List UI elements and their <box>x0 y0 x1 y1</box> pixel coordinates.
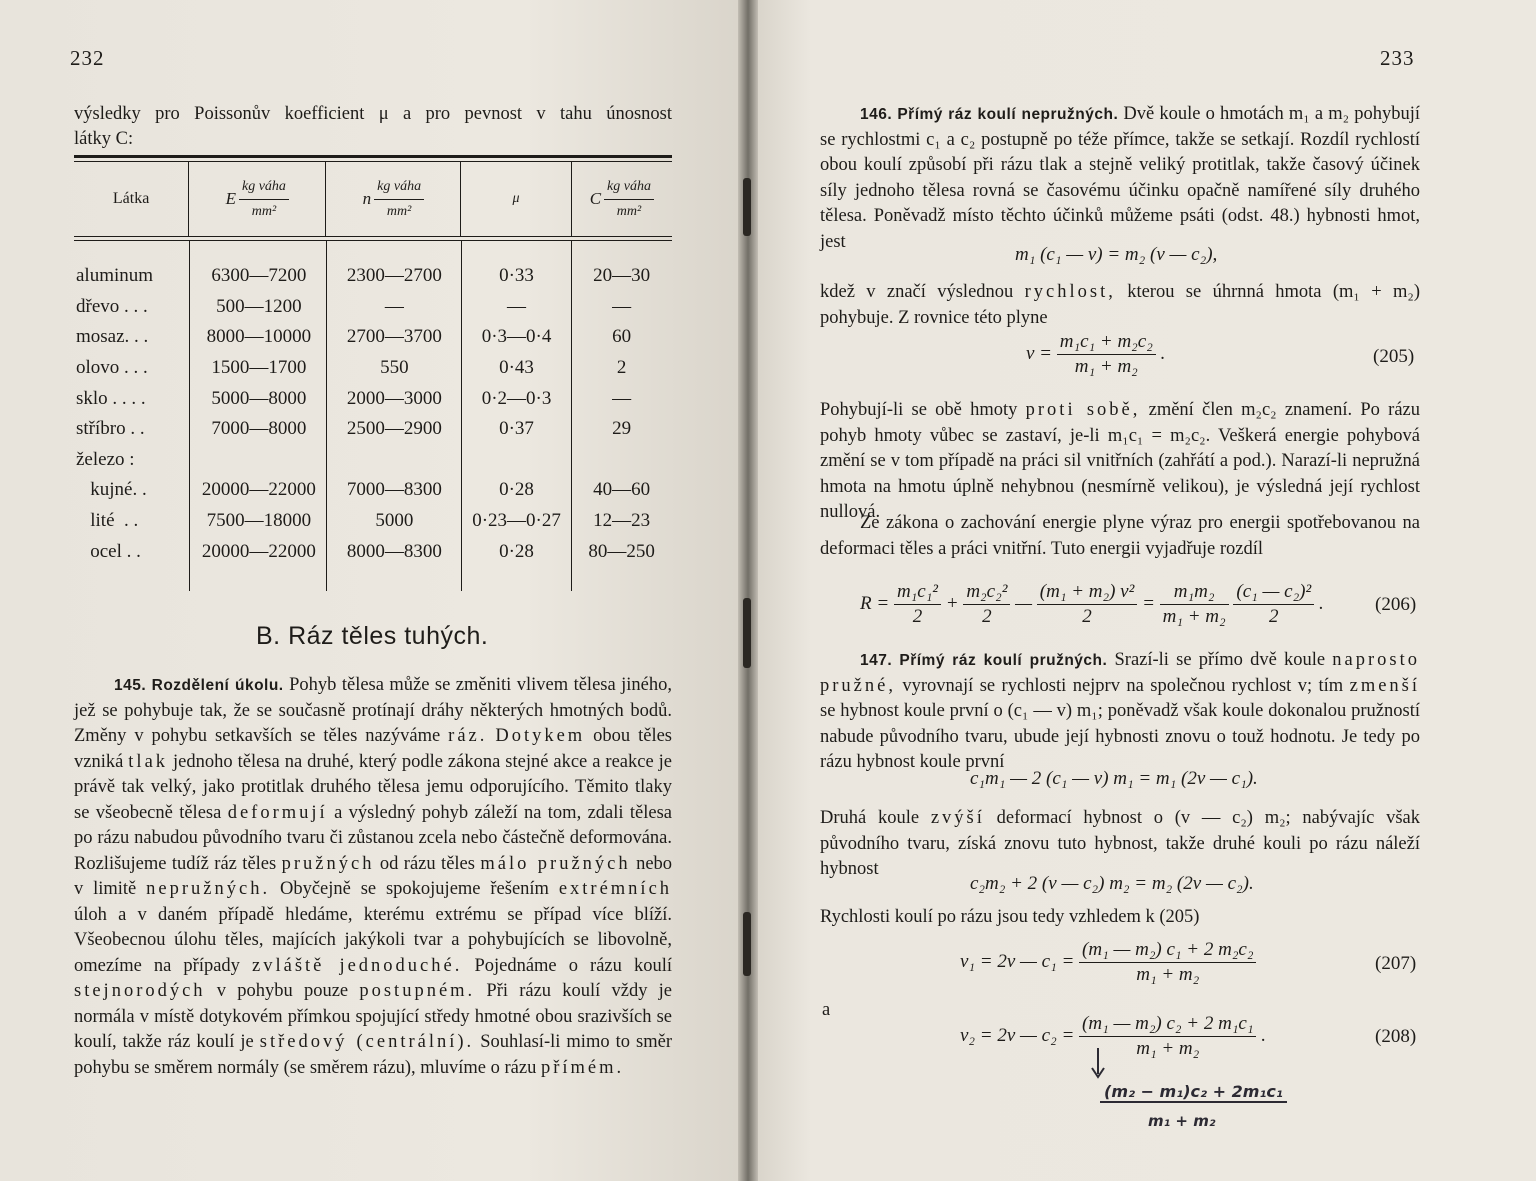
row-name: olovo . . . <box>76 357 148 379</box>
row-E: 1500—1700 <box>211 357 307 379</box>
header-E: E $\frac{\text{kg váha}}{\text{mm²}}$ <box>189 162 326 236</box>
row-mu: 0·37 <box>499 418 534 440</box>
equation-hybnost-1: c₁m₁ — 2 (c₁ — v) m₁ = m₁ (2v — c₁). <box>970 768 1258 789</box>
table-row <box>74 506 672 537</box>
row-name: dřevo . . . <box>76 295 148 317</box>
equation-momentum: m₁ (c₁ — v) = m₂ (v — c₂), <box>1015 244 1218 265</box>
section-147-number: 147. <box>860 652 893 669</box>
left-page <box>0 0 748 1181</box>
paragraph-energie: Ze zákona o zachování energie plyne výraz pro energii spotřebovanou na deformaci těles a práci vnitřní. Tuto energii vyjadřuje rozdíl <box>820 513 1420 559</box>
table-row <box>74 475 672 506</box>
row-C: 20—30 <box>593 265 651 287</box>
row-C: — <box>612 295 632 317</box>
table-row <box>74 353 672 384</box>
row-C: 60 <box>612 326 632 348</box>
section-heading: B. Ráz těles tuhých. <box>256 622 489 650</box>
equation-207-label: (207) <box>1375 953 1417 974</box>
row-mu: — <box>507 295 527 317</box>
row-name: mosaz. . . <box>76 326 149 348</box>
section-145-title: Rozdělení úkolu. <box>151 677 284 694</box>
page-number-left: 232 <box>70 46 105 70</box>
table-row <box>74 536 672 567</box>
header-latka: Látka <box>74 162 189 236</box>
table-rows <box>74 261 672 567</box>
row-name: lité . . <box>76 510 139 532</box>
row-n: — <box>384 295 404 317</box>
properties-table <box>74 155 672 591</box>
row-n: 8000—8300 <box>346 540 442 562</box>
section-147-title: Přímý ráz koulí pružných. <box>899 652 1108 669</box>
handwritten-numerator: (m₂ − m₁)c₂ + 2m₁c₁ <box>1100 1082 1287 1103</box>
section-146-text: 146. Přímý ráz koulí nepružných. Dvě koule o hmotách m₁ a m₂ pohybují se rychlostmi c₁ a c₂ postupně po téže přímce, takže se setkají. Rozdíl rychlostí obou koulí způsobí při rázu tlak a stejně veliký protitlak, takže časový účinek síly jednoho tělesa rovná se časovému účinku opačně namířené síly druhého tělesa. Poněvadž místo těchto účinků můžeme psáti (odst. 48.) hybnosti hmot, jest <box>820 104 1421 252</box>
table-row <box>74 322 672 353</box>
row-C: 29 <box>612 418 632 440</box>
row-name: aluminum <box>76 265 154 287</box>
row-n: 2700—3700 <box>346 326 442 348</box>
equation-208: v₂ = 2v — c₂ = $\frac{\text{(m₁ — m₂) c₂ + 2 m₁c₁}}{\text{m₁ + m₂}}$ . <box>960 1013 1266 1059</box>
row-C: 12—23 <box>593 510 651 532</box>
word-a: a <box>822 1000 831 1020</box>
row-E: 500—1200 <box>216 295 302 317</box>
paragraph-proti-sobe: Pohybují-li se obě hmoty proti sobě, změní člen m₂c₂ znamení. Po rázu pohyb hmoty vůbec se zastaví, je-li m₁c₁ = m₂c₂. Veškerá energie pohybová změní se v tom případě na práci sil vnitřních (zahřátí a pod.). Narazí-li nepružná hmota na hmotu úplně nehybnou (nesmírně velikou), je výsledná její rychlost nullová. <box>820 400 1420 522</box>
equation-206-label: (206) <box>1375 594 1417 615</box>
row-E: 20000—22000 <box>201 540 316 562</box>
table-row <box>74 261 672 292</box>
row-name: kujné. . <box>76 479 147 501</box>
table-row <box>74 292 672 323</box>
paragraph-rychlost: kdež v značí výslednou rychlost, kterou se úhrnná hmota (m₁ + m₂) pohybuje. Z rovnice této plyne <box>820 282 1420 328</box>
paragraph-druha-koule: Druhá koule zvýší deformací hybnost o (v — c₂) m₂; nabývajíc však původního tvaru, získá znovu tuto hybnost, takže druhé kouli po rázu náleží hybnost <box>820 808 1420 879</box>
section-146-title: Přímý ráz koulí nepružných. <box>897 106 1119 123</box>
row-mu: 0·23—0·27 <box>472 510 561 532</box>
row-n: 7000—8300 <box>346 479 442 501</box>
equation-206: R = $\frac{\text{m₁c₁²}}{2}$ + $\frac{\text{m₂c₂²}}{2}$ — $\frac{\text{(m₁ + m₂) v²}}{2}$ = $\frac{\text{m₁m₂}}{\text{m₁ + m₂}}$ $\frac{\text{(c₁ — c₂)²}}{2}$ . <box>860 581 1324 627</box>
row-name: stříbro . . <box>76 418 145 440</box>
handwritten-denominator: m₁ + m₂ <box>1148 1112 1216 1130</box>
row-E: 8000—10000 <box>206 326 312 348</box>
row-C: 40—60 <box>593 479 651 501</box>
header-C: C $\frac{\text{kg váha}}{\text{mm²}}$ <box>572 162 672 236</box>
section-147-text: 147. Přímý ráz koulí pružných. Srazí-li se přímo dvě koule naprosto pružné, vyrovnají se rychlosti nejprv na společnou rychlost v; tím zmenší se hybnost koule první o (c₁ — v) m₁; poněvadž však koule dokonalou pružností nabude původního tvaru, ubude její hybnosti znovu o touž hodnotu. Je tedy po rázu hybnost koule první <box>820 650 1421 772</box>
staple-middle <box>743 598 751 668</box>
header-mu: μ <box>461 162 571 236</box>
staple-top <box>743 178 751 236</box>
intro-line-2: látky C: <box>74 129 134 149</box>
row-E: 6300—7200 <box>211 265 307 287</box>
equation-205: v = $\frac{\text{m₁c₁ + m₂c₂}}{\text{m₁ + m₂}}$ . <box>1026 331 1166 377</box>
row-name: sklo . . . . <box>76 387 146 409</box>
handwritten-arrow-icon <box>1088 1046 1108 1080</box>
row-mu: 0·28 <box>499 540 534 562</box>
table-header <box>74 162 672 236</box>
row-mu: 0·28 <box>499 479 534 501</box>
row-C: — <box>612 387 632 409</box>
row-mu: 0·3—0·4 <box>481 326 552 348</box>
section-146-number: 146. <box>860 106 893 123</box>
row-E: 7000—8000 <box>211 418 307 440</box>
table-body <box>74 241 672 591</box>
table-row <box>74 383 672 414</box>
section-145-number: 145. <box>114 677 147 694</box>
row-name: ocel . . <box>76 540 141 562</box>
row-mu: 0·43 <box>499 357 534 379</box>
header-n: n $\frac{\text{kg váha}}{\text{mm²}}$ <box>326 162 461 236</box>
intro-line-1: výsledky pro Poissonův koefficient μ a pro pevnost v tahu únosnost <box>74 104 672 124</box>
equation-205-label: (205) <box>1373 346 1415 367</box>
row-E: 7500—18000 <box>206 510 312 532</box>
row-mu: 0·2—0·3 <box>481 387 552 409</box>
row-n: 2300—2700 <box>346 265 442 287</box>
table-row <box>74 445 672 476</box>
table-row <box>74 414 672 445</box>
equation-207: v₁ = 2v — c₁ = $\frac{\text{(m₁ — m₂) c₁ + 2 m₂c₂}}{\text{m₁ + m₂}}$ <box>960 938 1256 987</box>
section-145-text: 145. Rozdělení úkolu. Pohyb tělesa může se změniti vlivem tělesa jiného, jež se pohybuje tak, že se současně protínají dráhy některých hmotných bodů. Změny v pohybu setkavších se těles nazýváme ráz. Dotykem obou těles vzniká tlak jednoho tělesa na druhé, který podle zákona stejné akce a reakce je právě tak velký, jako protitlak druhého tělesa jemu odporujícího. Těmito tlaky se všeobecně tělesa deformují a výsledný pohyb záleží na tom, zdali tělesa po rázu nabudou původního tvaru či zůstanou zcela nebo částečně deformována. Rozlišujeme tudíž ráz těles pružných od rázu těles málo pružných nebo v limitě nepružných. Obyčejně se spokojujeme řešením extrémních úloh a v daném případě hledáme, kterému extrému se případ více blíží. Všeobecnou úlohu těles, majících jakýkoli tvar a pohybujících se libovolně, omezíme na případy zvláště jednoduché. Pojednáme o rázu koulí stejnorodých v pohybu pouze postupném. Při rázu koulí vždy je normála v místě dotykovém přímkou spojující středy hmotné obou srazivších se koulí, takže ráz koulí je středový (centrální). Souhlasí-li mimo to směr pohybu se směrem normály (se směrem rázu), mluvíme o rázu přímém. <box>74 675 673 1078</box>
equation-hybnost-2: c₂m₂ + 2 (v — c₂) m₂ = m₂ (2v — c₂). <box>970 873 1254 894</box>
row-E: 5000—8000 <box>211 387 307 409</box>
row-E: 20000—22000 <box>201 479 316 501</box>
staple-bottom <box>743 912 751 976</box>
right-page <box>748 0 1536 1181</box>
row-n: 5000 <box>375 510 414 532</box>
row-n: 2500—2900 <box>346 418 442 440</box>
row-n: 550 <box>380 357 409 379</box>
row-C: 80—250 <box>588 540 655 562</box>
equation-208-label: (208) <box>1375 1026 1417 1047</box>
row-n: 2000—3000 <box>346 387 442 409</box>
row-mu: 0·33 <box>499 265 534 287</box>
row-name: železo : <box>76 448 135 470</box>
page-number-right: 233 <box>1380 46 1415 70</box>
row-C: 2 <box>616 357 627 379</box>
paragraph-rychlosti: Rychlosti koulí po rázu jsou tedy vzhledem k (205) <box>820 907 1200 927</box>
